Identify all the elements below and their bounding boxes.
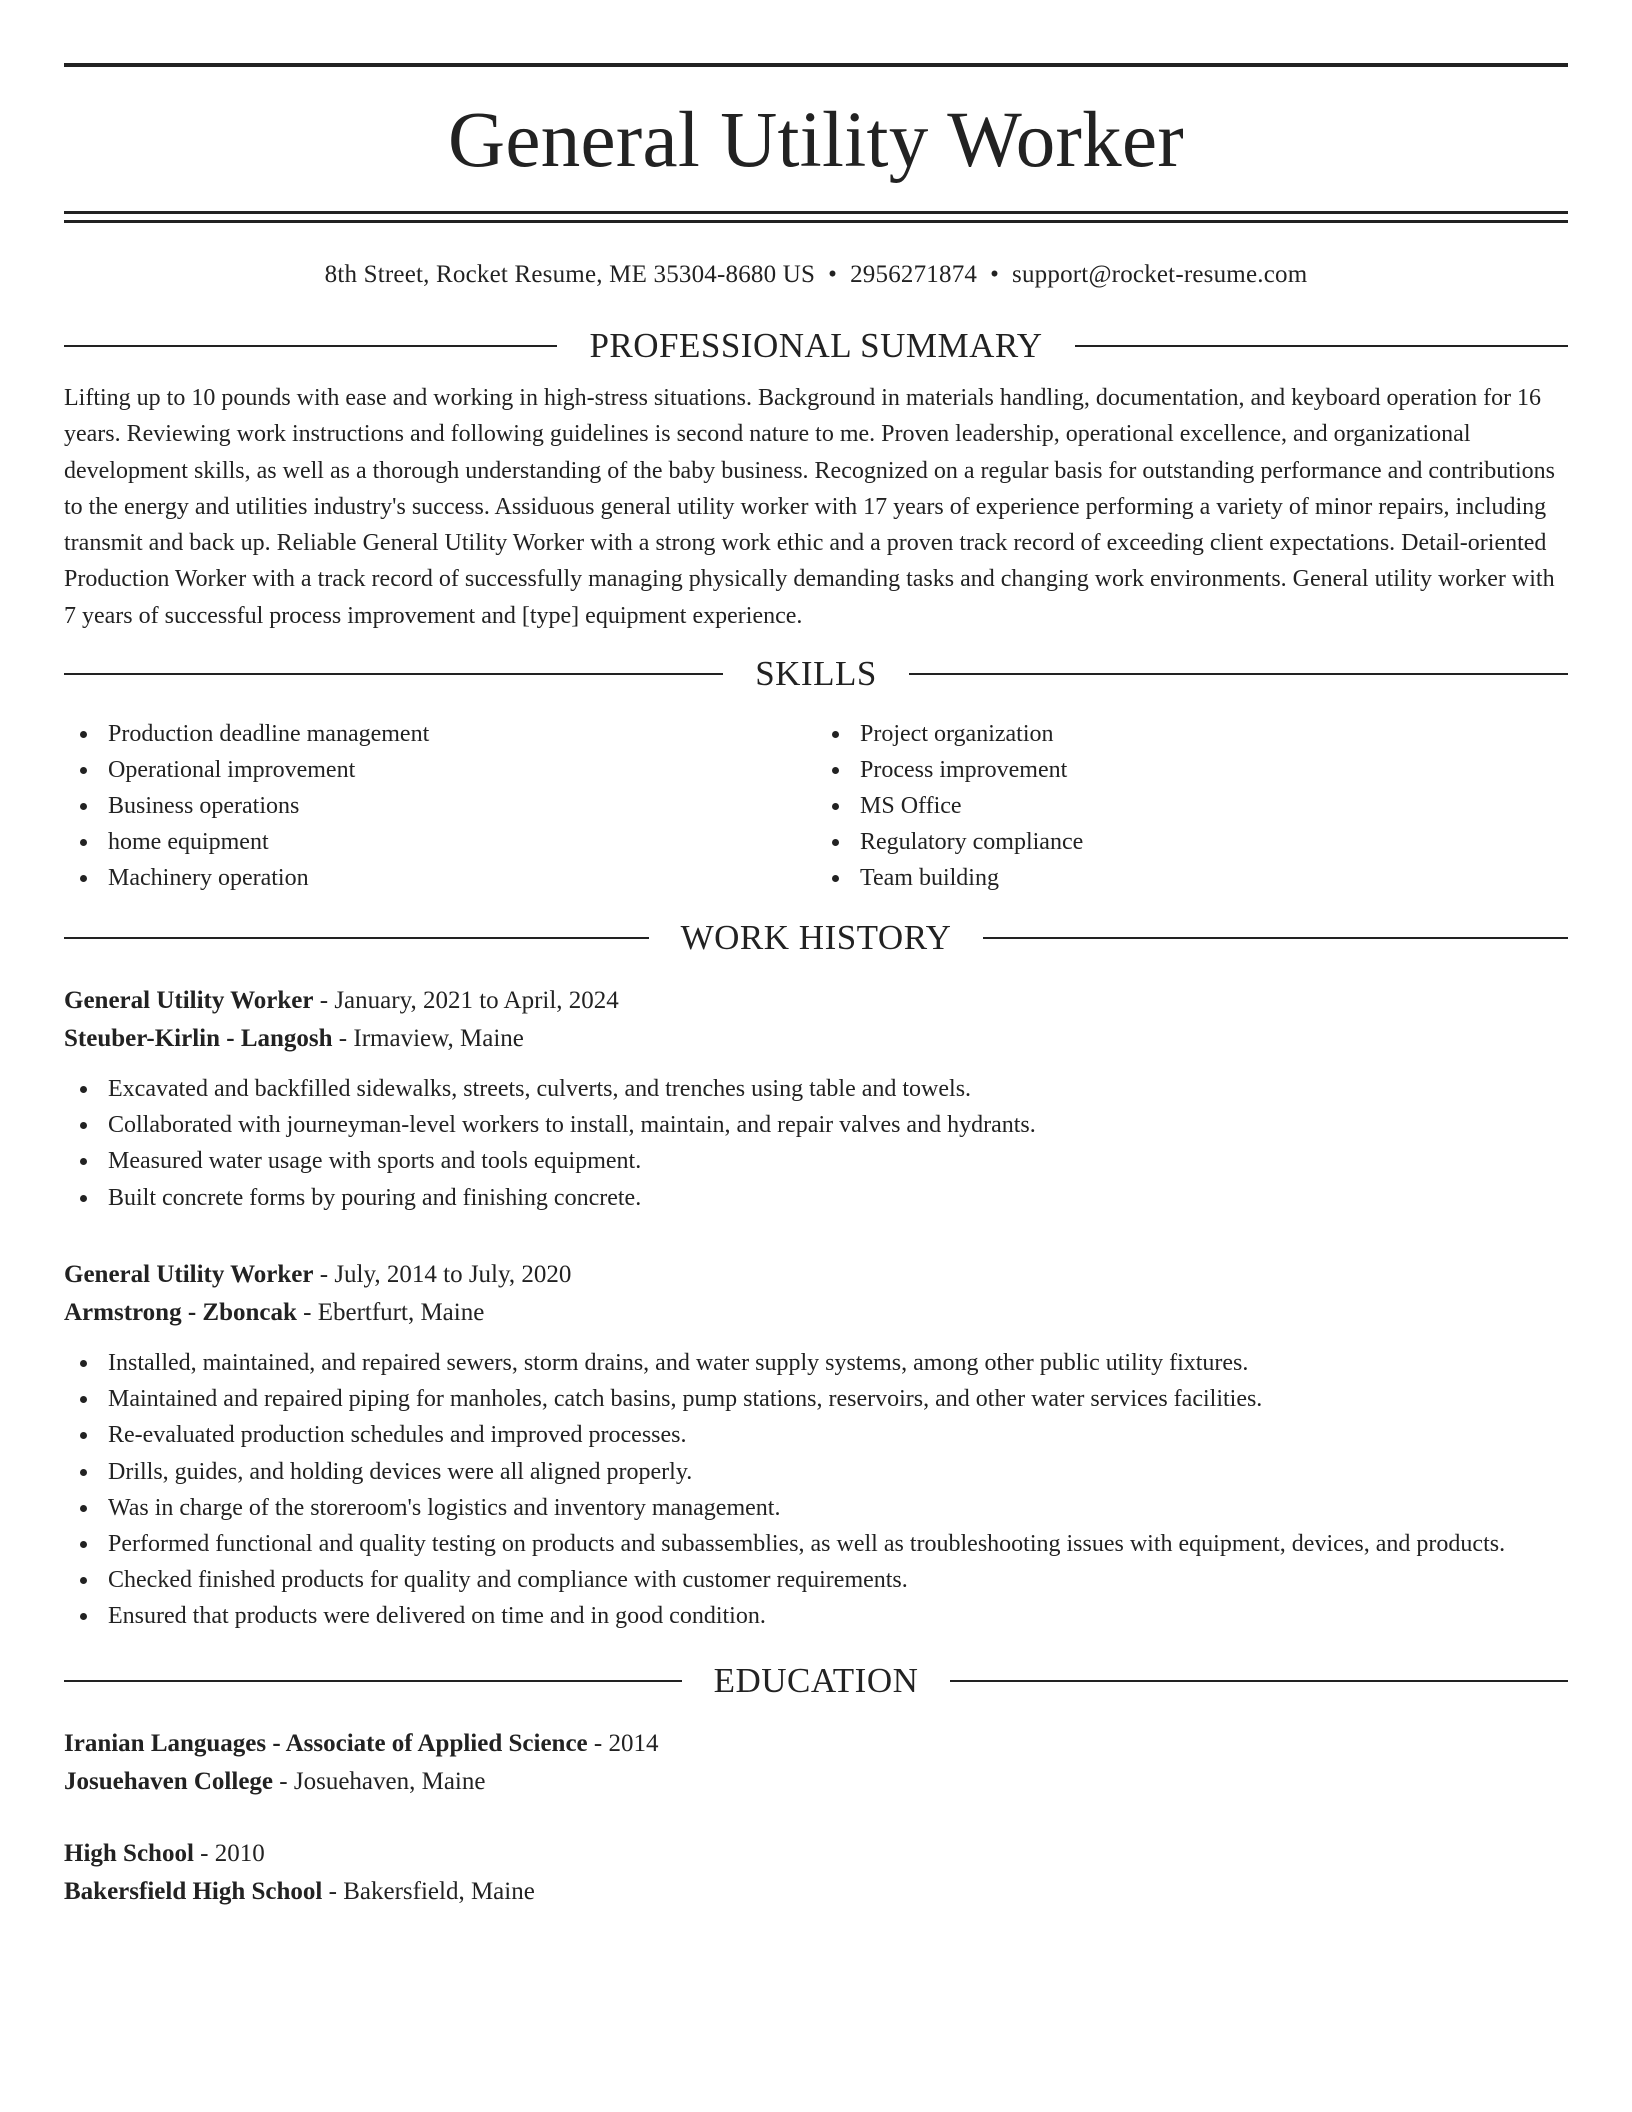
edu-separator: -	[322, 1877, 344, 1905]
skill-item: Production deadline management	[64, 716, 816, 752]
job-location: Irmaview, Maine	[353, 1025, 524, 1053]
edu-school-line	[64, 1763, 1568, 1801]
edu-degree: Iranian Languages - Associate of Applied Science	[64, 1729, 588, 1757]
job-separator: -	[296, 1298, 318, 1326]
skill-item: Machinery operation	[64, 860, 816, 896]
edu-separator: -	[587, 1729, 609, 1757]
job-separator: -	[332, 1025, 354, 1053]
contact-separator: •	[828, 261, 838, 288]
heading-rule-right	[983, 937, 1568, 939]
edu-school: Bakersfield High School	[64, 1877, 323, 1905]
summary-title: PROFESSIONAL SUMMARY	[589, 326, 1043, 365]
job-duties	[64, 1071, 1568, 1216]
skill-item: Business operations	[64, 788, 816, 824]
job-duty: Collaborated with journeyman-level workers to install, maintain, and repair valves and hydrants.	[64, 1107, 1568, 1143]
job-duty: Built concrete forms by pouring and finishing concrete.	[64, 1180, 1568, 1216]
job-duty: Installed, maintained, and repaired sewers, storm drains, and water supply systems, among other public utility fixtures.	[64, 1345, 1568, 1381]
skill-item: Regulatory compliance	[816, 824, 1568, 860]
job-position-line	[64, 1256, 1568, 1294]
education-entry	[64, 1725, 1568, 1801]
contact-separator: •	[990, 261, 1000, 288]
job-duties	[64, 1345, 1568, 1635]
job-duty: Drills, guides, and holding devices were all aligned properly.	[64, 1454, 1568, 1490]
contact-email: support@rocket-resume.com	[1012, 261, 1308, 288]
double-rule	[64, 211, 1568, 223]
job-entry	[64, 982, 1568, 1216]
edu-location: Josuehaven, Maine	[293, 1767, 486, 1795]
job-position: General Utility Worker	[64, 1260, 314, 1288]
job-dates: July, 2014 to July, 2020	[334, 1260, 572, 1288]
resume-name: General Utility Worker	[448, 97, 1184, 184]
skills-list-left	[64, 716, 816, 896]
skill-item: Team building	[816, 860, 1568, 896]
edu-location: Bakersfield, Maine	[343, 1877, 535, 1905]
job-company: Armstrong - Zboncak	[64, 1298, 297, 1326]
work-history-heading	[64, 918, 1568, 958]
edu-school-line	[64, 1873, 1568, 1911]
job-duty: Maintained and repaired piping for manholes, catch basins, pump stations, reservoirs, and other water services facilities.	[64, 1381, 1568, 1417]
job-company-line	[64, 1020, 1568, 1058]
heading-rule-left	[64, 1680, 682, 1682]
skill-item: Project organization	[816, 716, 1568, 752]
summary-text: Lifting up to 10 pounds with ease and working in high-stress situations. Background in materials handling, documentation, and keyboard operation for 16 years. Reviewing work instructions and following guidelines is second nature to me. Proven leadership, operational excellence, and organizational development skills, as well as a thorough understanding of the baby business. Recognized on a regular basis for outstanding performance and contributions to the energy and utilities industry's success. Assiduous general utility worker with 17 years of experience performing a variety of minor repairs, including transmit and back up. Reliable General Utility Worker with a strong work ethic and a proven track record of exceeding client expectations. Detail-oriented Production Worker with a track record of successfully managing physically demanding tasks and changing work environments. General utility worker with 7 years of successful process improvement and [type] equipment experience.	[64, 385, 1555, 629]
edu-degree-line	[64, 1725, 1568, 1763]
heading-rule-left	[64, 937, 649, 939]
job-company: Steuber-Kirlin - Langosh	[64, 1025, 333, 1053]
heading-rule-right	[909, 673, 1568, 675]
job-duty: Ensured that products were delivered on time and in good condition.	[64, 1598, 1568, 1634]
job-duty: Excavated and backfilled sidewalks, streets, culverts, and trenches using table and towels.	[64, 1071, 1568, 1107]
edu-degree-line	[64, 1835, 1568, 1873]
job-position-line	[64, 982, 1568, 1020]
edu-year: 2014	[608, 1729, 659, 1757]
job-duty: Performed functional and quality testing on products and subassemblies, as well as troubleshooting issues with equipment, devices, and products.	[64, 1526, 1568, 1562]
contact-phone: 2956271874	[850, 261, 978, 288]
heading-rule-left	[64, 345, 557, 347]
job-entry	[64, 1256, 1568, 1635]
heading-rule-right	[1075, 345, 1568, 347]
skill-item: Process improvement	[816, 752, 1568, 788]
work-history-title: WORK HISTORY	[680, 918, 952, 958]
job-duty: Checked finished products for quality and compliance with customer requirements.	[64, 1562, 1568, 1598]
skill-item: home equipment	[64, 824, 816, 860]
edu-separator: -	[273, 1767, 294, 1795]
skills-heading	[64, 654, 1568, 694]
skill-item: MS Office	[816, 788, 1568, 824]
education-heading	[64, 1661, 1568, 1701]
edu-degree: High School	[64, 1839, 194, 1867]
heading-rule-right	[950, 1680, 1568, 1682]
edu-school: Josuehaven College	[64, 1767, 274, 1795]
job-location: Ebertfurt, Maine	[317, 1298, 485, 1326]
edu-year: 2010	[214, 1839, 265, 1867]
education-entry	[64, 1835, 1568, 1911]
summary-heading	[64, 326, 1568, 366]
skills-column-left	[64, 716, 816, 896]
edu-separator: -	[193, 1839, 215, 1867]
job-position: General Utility Worker	[64, 987, 314, 1015]
education-title: EDUCATION	[713, 1660, 919, 1700]
job-company-line	[64, 1294, 1568, 1332]
heading-rule-left	[64, 673, 723, 675]
job-separator: -	[313, 987, 335, 1015]
skills-column-right	[816, 716, 1568, 896]
job-dates: January, 2021 to April, 2024	[334, 987, 619, 1015]
skills-grid	[64, 716, 1568, 896]
contact-line	[64, 260, 1568, 290]
job-duty: Measured water usage with sports and tools equipment.	[64, 1143, 1568, 1179]
job-duty: Re-evaluated production schedules and improved processes.	[64, 1417, 1568, 1453]
job-duty: Was in charge of the storeroom's logistics and inventory management.	[64, 1490, 1568, 1526]
top-rule	[64, 63, 1568, 67]
job-separator: -	[313, 1260, 335, 1288]
skills-title: SKILLS	[755, 654, 877, 694]
skills-list-right	[816, 716, 1568, 896]
skill-item: Operational improvement	[64, 752, 816, 788]
contact-address: 8th Street, Rocket Resume, ME 35304-8680 US	[324, 261, 816, 288]
